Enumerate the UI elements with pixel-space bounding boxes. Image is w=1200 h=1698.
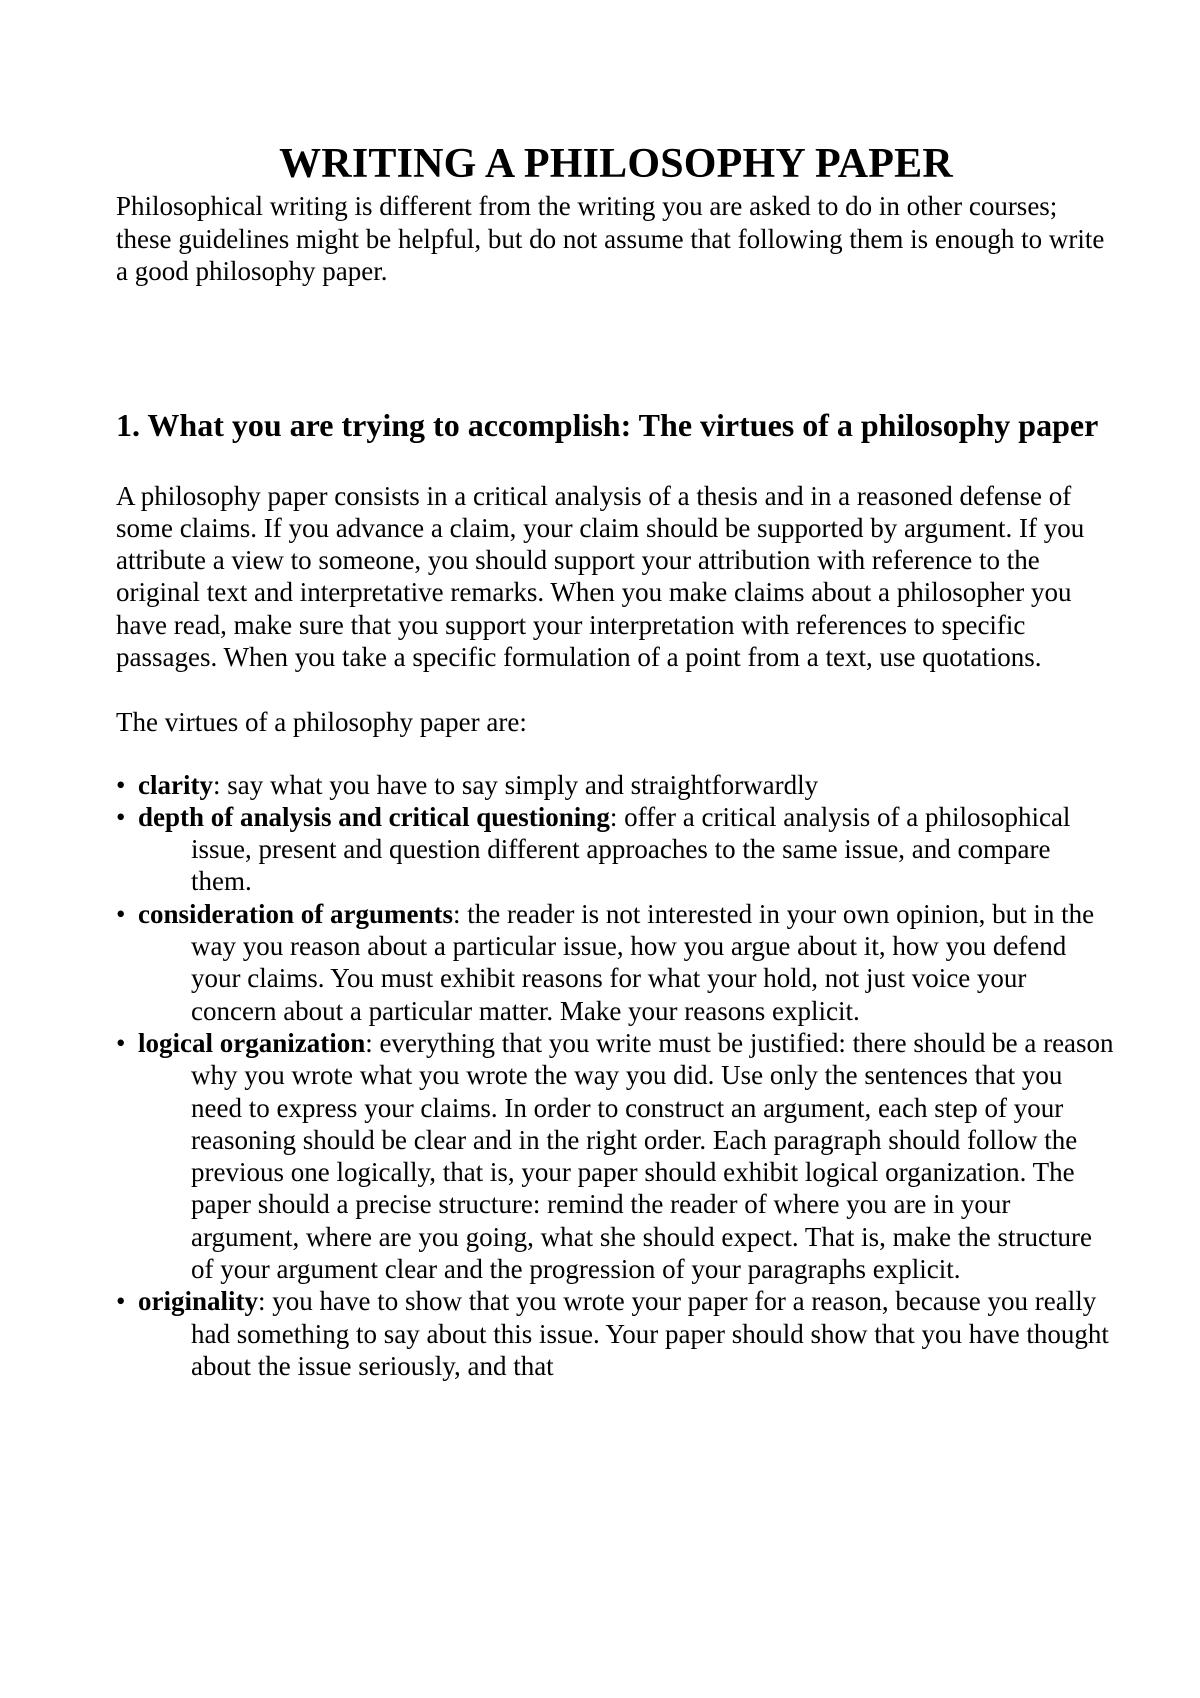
document-title: WRITING A PHILOSOPHY PAPER xyxy=(279,141,953,187)
list-item xyxy=(116,801,1116,898)
virtue-description: : the reader is not interested in your own opinion, but in the way you reason about a particular issue, how you argue about it, how you defend your claims. You must exhibit reasons for what your hold, not just voice your concern about a particular matter. Make your reasons explicit. xyxy=(191,898,1095,1026)
bullet-icon: • xyxy=(116,1286,126,1317)
virtue-term: clarity xyxy=(138,769,213,800)
virtue-term: consideration of arguments xyxy=(138,898,453,929)
virtue-list xyxy=(116,769,1116,1383)
bullet-icon: • xyxy=(116,801,126,832)
virtue-term: originality xyxy=(138,1286,258,1317)
body-paragraph: A philosophy paper consists in a critical analysis of a thesis and in a reasoned defense of some claims. If you advance a claim, your claim should be supported by argument. If you attribute a view to someone, you should support your attribution with reference to the original text and interpretative remarks. When you make claims about a philosopher you have read, make sure that you support your interpretation with references to specific passages. When you take a specific formulation of a point from a text, use quotations. xyxy=(116,480,1085,672)
virtue-description: : you have to show that you wrote your paper for a reason, because you really had something to say about this issue. Your paper should show that you have thought about the issue seriously, and that xyxy=(191,1286,1109,1381)
bullet-icon: • xyxy=(116,898,126,929)
virtue-description: : everything that you write must be justified: there should be a reason why you wrote what you wrote the way you did. Use only the sentences that you need to express your claims. In order to construct an argument, each step of your reasoning should be clear and in the right order. Each paragraph should follow the previous one logically, that is, your paper should exhibit logical organization. The paper should a precise structure: remind the reader of where you are in your argument, where are you going, what she should expect. That is, make the structure of your argument clear and the progression of your paragraphs explicit. xyxy=(191,1027,1114,1285)
list-item xyxy=(116,769,1116,801)
virtue-term: depth of analysis and critical questioning xyxy=(138,801,610,832)
section-heading: 1. What you are trying to accomplish: The virtues of a philosophy paper xyxy=(116,406,1099,443)
virtues-intro: The virtues of a philosophy paper are: xyxy=(116,707,527,738)
virtue-description: : offer a critical analysis of a philosophical issue, present and question different approaches to the same issue, and compare them. xyxy=(191,801,1071,897)
virtue-description: : say what you have to say simply and straightforwardly xyxy=(212,769,819,800)
list-item xyxy=(116,898,1116,1027)
virtue-term: logical organization xyxy=(138,1027,366,1058)
list-item xyxy=(116,1027,1116,1285)
document-page xyxy=(116,140,1116,1382)
bullet-icon: • xyxy=(116,1027,126,1058)
intro-paragraph: Philosophical writing is different from the writing you are asked to do in other courses; these guidelines might be helpful, but do not assume that following them is enough to write a good philosophy paper. xyxy=(116,191,1105,286)
bullet-icon: • xyxy=(116,769,126,800)
list-item xyxy=(116,1285,1116,1382)
